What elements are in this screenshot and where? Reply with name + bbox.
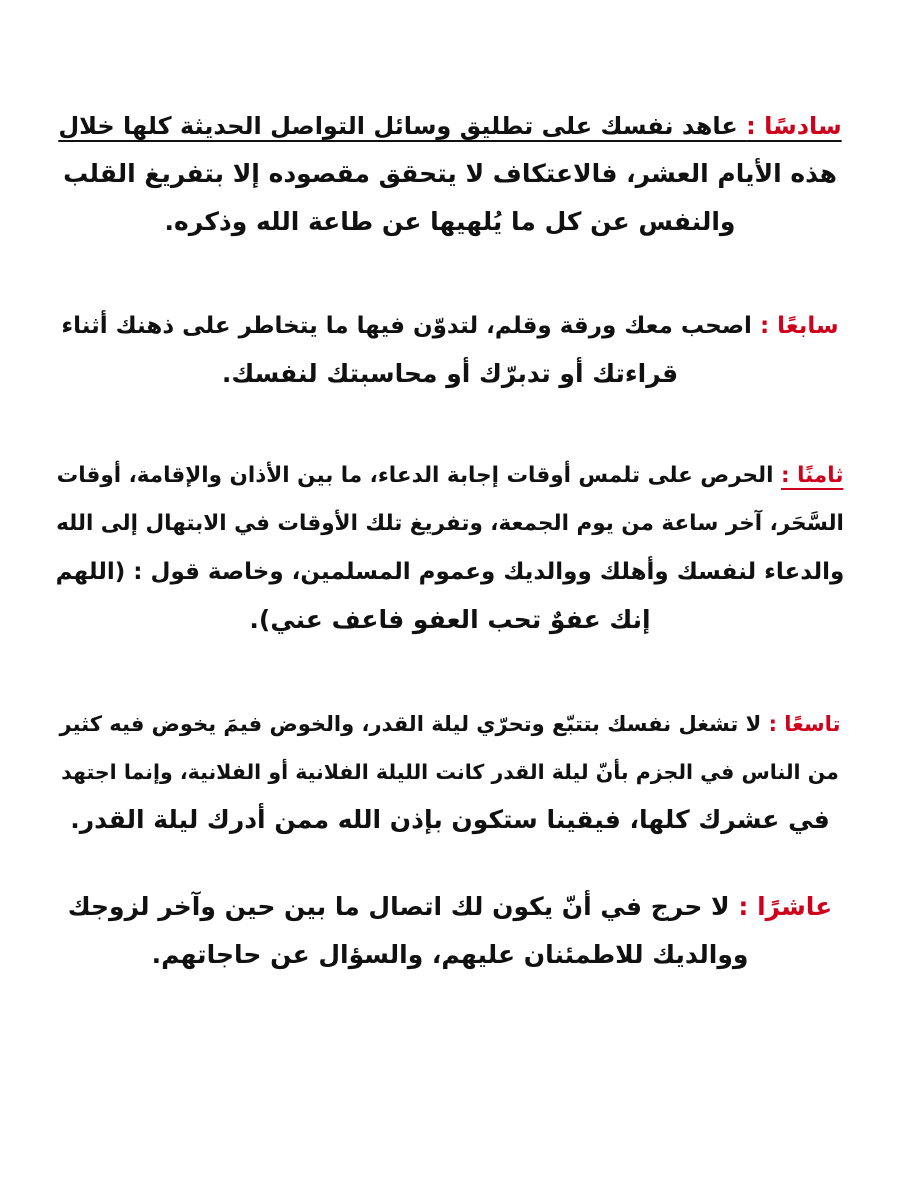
paragraph-text: عاهد نفسك على تطليق وسائل التواصل الحديثة كلها خلال (58, 112, 747, 140)
paragraph-line: إنك عفوٌ تحب العفو فاعف عني). (249, 605, 651, 634)
paragraph-label: ثامنًا : (781, 463, 844, 488)
paragraph-line: في عشرك كلها، فيقينا ستكون بإذن الله ممن أدرك ليلة القدر. (70, 805, 830, 834)
paragraph-line (55, 102, 845, 150)
paragraph-line: قراءتك أو تدبرّك أو محاسبتك لنفسك. (221, 359, 679, 388)
paragraph-label: تاسعًا : (768, 712, 841, 736)
paragraph-line: والدعاء لنفسك وأهلك ووالديك وعموم المسلمين، وخاصة قول : (اللهم (55, 559, 845, 585)
paragraph-seventh (55, 302, 845, 398)
paragraph-text: لا تشغل نفسك بتتبّع وتحرّي ليلة القدر، والخوض فيمَ يخوض فيه كثير (59, 712, 769, 736)
paragraph-tenth (55, 883, 845, 979)
paragraph-sixth (55, 102, 845, 246)
paragraph-line: من الناس في الجزم بأنّ ليلة القدر كانت الليلة الفلانية أو الفلانية، وإنما اجتهد (61, 760, 839, 784)
paragraph-eighth (55, 452, 845, 644)
paragraph-ninth (55, 700, 845, 844)
paragraph-text: لا حرج في أنّ يكون لك اتصال ما بين حين وآخر لزوجك (67, 892, 739, 921)
paragraph-line: ووالديك للاطمئنان عليهم، والسؤال عن حاجاتهم. (151, 940, 749, 969)
paragraph-line (55, 883, 845, 931)
paragraph-line (55, 452, 845, 500)
paragraph-line: السَّحَر، آخر ساعة من يوم الجمعة، وتفريغ تلك الأوقات في الابتهال إلى الله (56, 511, 844, 536)
paragraph-label: سابعًا : (759, 313, 839, 339)
paragraph-line (55, 700, 845, 748)
paragraph-label: سادسًا : (746, 112, 842, 140)
paragraph-line: هذه الأيام العشر، فالاعتكاف لا يتحقق مقصوده إلا بتفريغ القلب (63, 159, 837, 188)
paragraph-text: الحرص على تلمس أوقات إجابة الدعاء، ما بين الأذان والإقامة، أوقات (56, 463, 781, 488)
paragraph-line (55, 302, 845, 350)
paragraph-text: اصحب معك ورقة وقلم، لتدوّن فيها ما يتخاطر على ذهنك أثناء (61, 313, 760, 339)
paragraph-line: والنفس عن كل ما يُلهيها عن طاعة الله وذكره. (164, 207, 736, 236)
paragraph-label: عاشرًا : (738, 892, 833, 921)
